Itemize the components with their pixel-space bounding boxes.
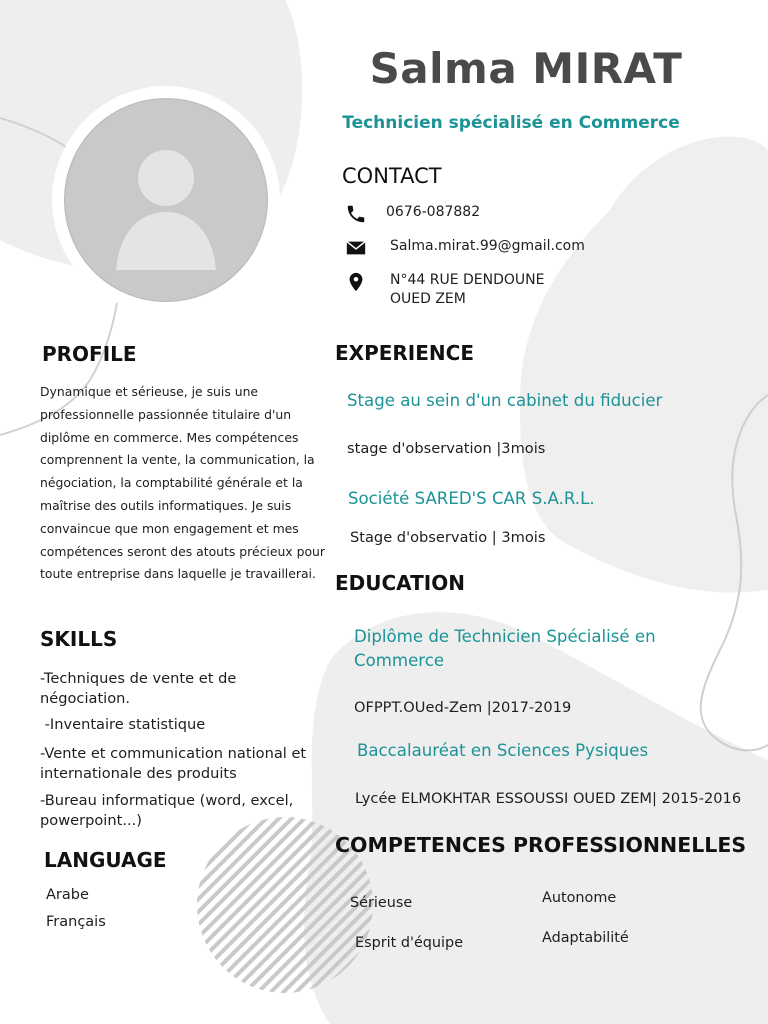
skill-item: -Inventaire statistique [40, 716, 206, 733]
right-blob [520, 137, 768, 593]
competence-item: Autonome [542, 890, 617, 906]
competence-item: Adaptabilité [542, 930, 629, 946]
education-heading: EDUCATION [335, 571, 465, 595]
profile-heading: PROFILE [42, 342, 137, 366]
skill-item: -Vente et communication national et internationale des produits [40, 745, 307, 782]
education-detail: Lycée ELMOKHTAR ESSOUSSI OUED ZEM| 2015-2016 [355, 790, 742, 807]
contact-address [345, 271, 544, 309]
education-detail: OFPPT.OUed-Zem |2017-2019 [354, 699, 572, 716]
competences-heading: COMPETENCES PROFESSIONNELLES [335, 833, 747, 857]
education-title: Baccalauréat en Sciences Pysiques [357, 741, 649, 760]
avatar-icon [106, 130, 226, 270]
contact-phone[interactable] [345, 203, 480, 225]
skill-item: -Bureau informatique (word, excel, powerpoint...) [40, 792, 294, 829]
envelope-icon [345, 237, 367, 259]
language-item: Arabe [46, 887, 89, 903]
email-address: Salma.mirat.99@gmail.com [390, 238, 585, 254]
address-line-2: OUED ZEM [390, 291, 466, 307]
contact-email[interactable] [345, 237, 585, 259]
language-item: Français [46, 914, 106, 930]
location-pin-icon [345, 271, 367, 293]
skill-item: -Techniques de vente et de négociation. [40, 670, 237, 707]
competence-item: Esprit d'équipe [355, 935, 464, 951]
language-heading: LANGUAGE [44, 848, 167, 872]
profile-text: Dynamique et sérieuse, je suis une professionnelle passionnée titulaire d'un diplôme en commerce. Mes compétences comprennent la vente, la communication, la négociation, la comptabilité générale et la maîtrise des outils informatiques. Je suis convaincue que mon engagement et mes compétences seront des atouts précieux pour toute entreprise dans laquelle je travaillerai. [40, 384, 325, 582]
experience-title: Société SARED'S CAR S.A.R.L. [348, 489, 595, 508]
phone-icon [345, 203, 367, 225]
job-title: Technicien spécialisé en Commerce [342, 113, 680, 133]
address-line-1: N°44 RUE DENDOUNE [390, 272, 545, 288]
experience-title: Stage au sein d'un cabinet du fiducier [347, 391, 663, 410]
skills-heading: SKILLS [40, 627, 118, 651]
phone-number: 0676-087882 [386, 204, 481, 220]
bottom-blob [304, 612, 768, 1024]
experience-heading: EXPERIENCE [335, 341, 474, 365]
contact-heading: CONTACT [342, 164, 442, 188]
experience-detail: Stage d'observatio | 3mois [350, 529, 546, 546]
education-title: Diplôme de Technicien Spécialisé en Commerce [354, 627, 656, 670]
experience-detail: stage d'observation |3mois [347, 440, 546, 457]
profile-photo [64, 98, 268, 302]
address-block [390, 271, 544, 309]
competence-item: Sérieuse [350, 895, 413, 911]
person-name: Salma MIRAT [369, 44, 683, 93]
